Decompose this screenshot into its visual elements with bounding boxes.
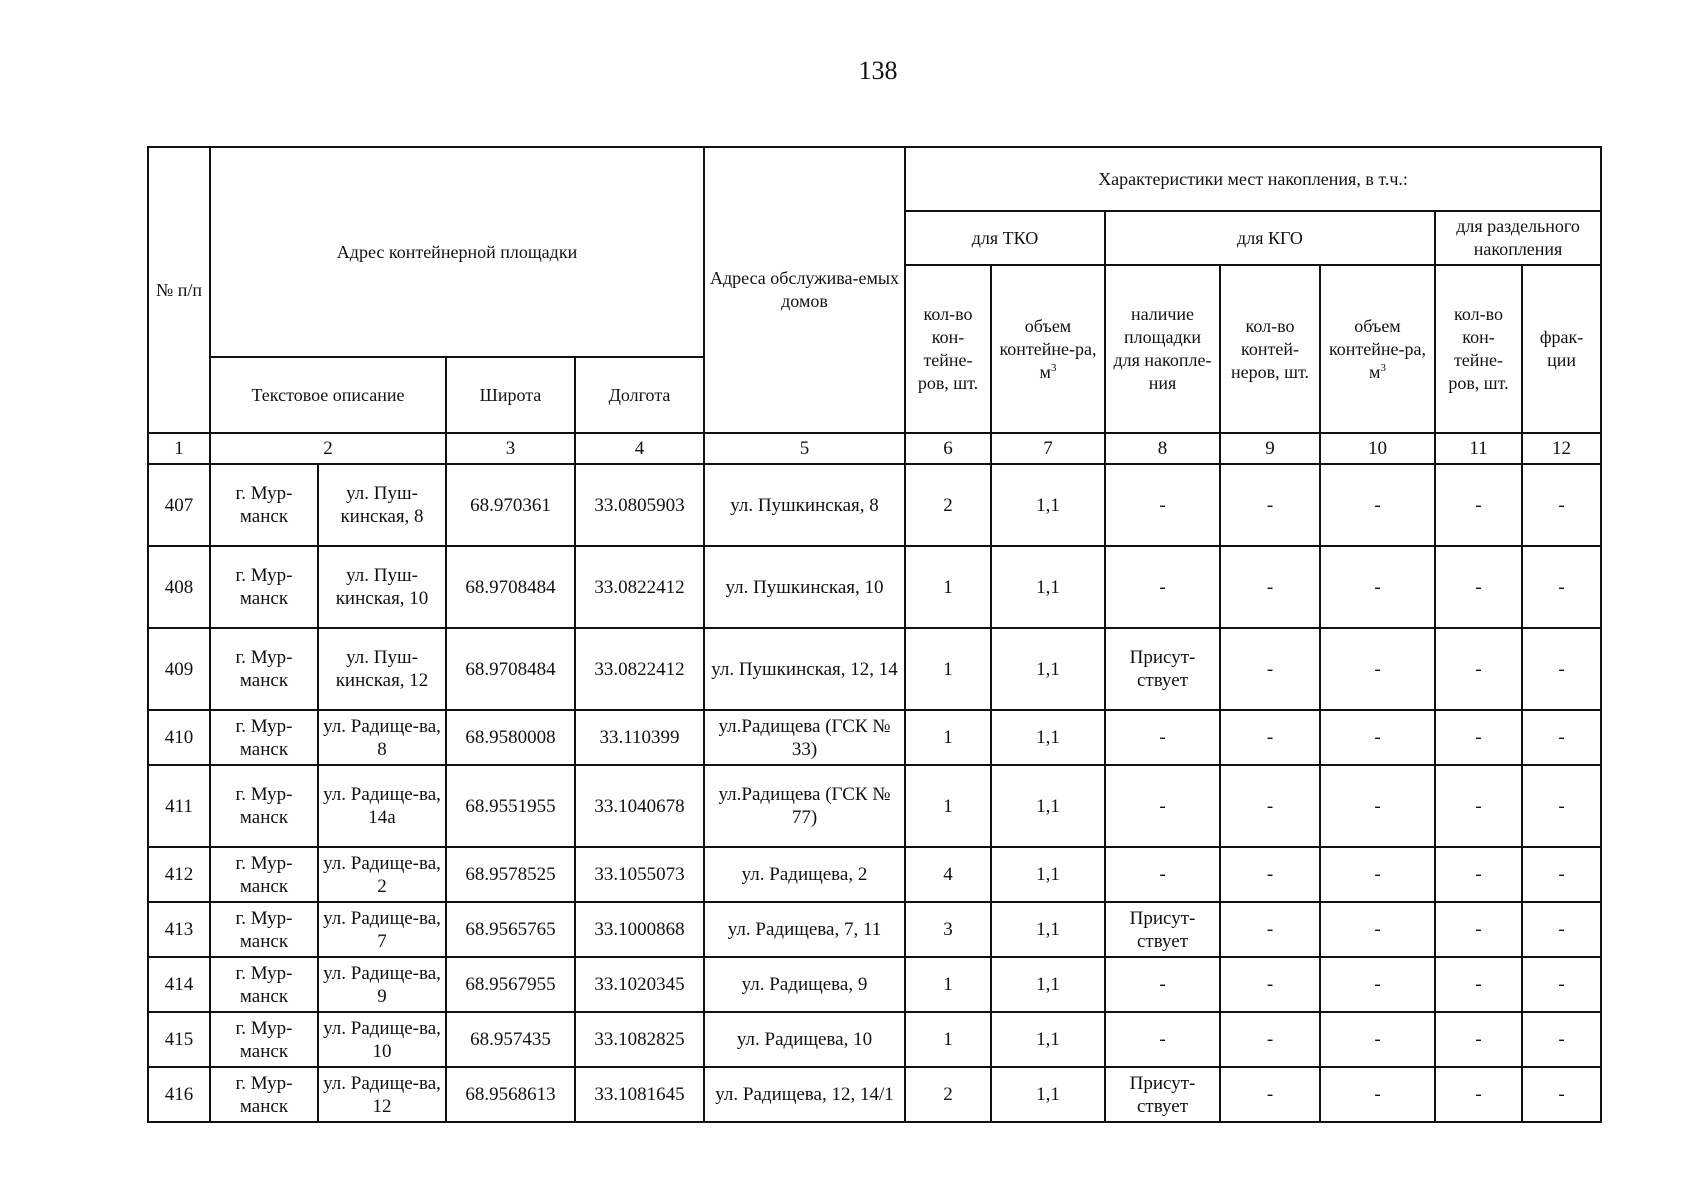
kgo-site-cell: - [1105,1012,1220,1067]
street-cell: ул. Радище-ва, 12 [318,1067,446,1122]
kgo-volume-cell: - [1320,546,1435,628]
header-tko-count-text: кол-во кон-тейне-ров, шт. [917,304,979,393]
sep-fraction-cell: - [1522,546,1601,628]
header-address-group: Адрес контейнерной площадки [210,147,704,357]
street-cell: ул. Радище-ва, 7 [318,902,446,957]
header-tko-volume-text: объем контейне-ра, м [999,315,1097,382]
kgo-site-cell: - [1105,847,1220,902]
header-text-description-text: Текстовое описание [251,384,405,405]
latitude-cell: 68.9565765 [446,902,575,957]
street-cell: ул. Радище-ва, 14а [318,765,446,847]
header-kgo: для КГО [1105,211,1435,265]
kgo-count-cell: - [1220,546,1320,628]
latitude-cell: 68.9708484 [446,546,575,628]
tko-volume-cell: 1,1 [991,710,1105,765]
row-number-cell: 413 [148,902,210,957]
street-cell: ул. Пуш-кинская, 8 [318,464,446,546]
tko-volume-cell: 1,1 [991,902,1105,957]
header-sep-count [1435,265,1522,433]
header-latitude-text: Широта [479,384,542,405]
city-cell: г. Мур-манск [210,464,318,546]
row-number-cell: 407 [148,464,210,546]
longitude-cell: 33.1081645 [575,1067,704,1122]
kgo-count-cell: - [1220,765,1320,847]
street-cell: ул. Радище-ва, 10 [318,1012,446,1067]
tko-count-cell: 2 [905,464,991,546]
city-cell: г. Мур-манск [210,902,318,957]
column-number: 9 [1220,433,1320,464]
kgo-site-cell: - [1105,546,1220,628]
table-row [148,847,1601,902]
tko-count-cell: 1 [905,546,991,628]
street-cell: ул. Пуш-кинская, 10 [318,546,446,628]
row-number-cell: 415 [148,1012,210,1067]
header-sep-count-text: кол-во кон-тейне-ров, шт. [1448,304,1509,393]
longitude-cell: 33.1000868 [575,902,704,957]
latitude-cell: 68.9578525 [446,847,575,902]
tko-volume-cell: 1,1 [991,765,1105,847]
column-number: 7 [991,433,1105,464]
city-cell: г. Мур-манск [210,765,318,847]
kgo-count-cell: - [1220,957,1320,1012]
header-served-houses: Адреса обслужива-емых домов [704,147,905,433]
kgo-volume-cell: - [1320,957,1435,1012]
kgo-volume-cell: - [1320,710,1435,765]
kgo-site-cell: - [1105,957,1220,1012]
header-latitude [446,357,575,433]
kgo-count-cell: - [1220,902,1320,957]
served-houses-cell: ул. Пушкинская, 12, 14 [704,628,905,710]
header-sep-fraction [1522,265,1601,433]
row-number-cell: 411 [148,765,210,847]
tko-volume-cell: 1,1 [991,464,1105,546]
tko-volume-cell: 1,1 [991,546,1105,628]
tko-volume-cell: 1,1 [991,1012,1105,1067]
tko-count-cell: 1 [905,765,991,847]
table-row [148,464,1601,546]
column-number: 4 [575,433,704,464]
sep-fraction-cell: - [1522,1012,1601,1067]
tko-count-cell: 1 [905,957,991,1012]
latitude-cell: 68.9568613 [446,1067,575,1122]
kgo-site-cell: - [1105,710,1220,765]
header-kgo-volume [1320,265,1435,433]
served-houses-cell: ул. Пушкинская, 8 [704,464,905,546]
container-sites-table [147,146,1602,1123]
kgo-site-cell: Присут-ствует [1105,628,1220,710]
table-row [148,1067,1601,1122]
row-number-cell: 414 [148,957,210,1012]
header-tko: для ТКО [905,211,1105,265]
header-tko-count [905,265,991,433]
served-houses-cell: ул. Пушкинская, 10 [704,546,905,628]
longitude-cell: 33.1020345 [575,957,704,1012]
header-longitude [575,357,704,433]
column-number: 10 [1320,433,1435,464]
kgo-site-cell: - [1105,765,1220,847]
tko-volume-cell: 1,1 [991,957,1105,1012]
longitude-cell: 33.1040678 [575,765,704,847]
tko-count-cell: 2 [905,1067,991,1122]
column-number: 1 [148,433,210,464]
column-number: 12 [1522,433,1601,464]
sep-count-cell: - [1435,1067,1522,1122]
kgo-count-cell: - [1220,1012,1320,1067]
tko-count-cell: 1 [905,1012,991,1067]
sep-count-cell: - [1435,710,1522,765]
kgo-count-cell: - [1220,847,1320,902]
sep-fraction-cell: - [1522,847,1601,902]
row-number-cell: 412 [148,847,210,902]
sep-count-cell: - [1435,546,1522,628]
latitude-cell: 68.957435 [446,1012,575,1067]
sep-fraction-cell: - [1522,902,1601,957]
longitude-cell: 33.1082825 [575,1012,704,1067]
tko-count-cell: 3 [905,902,991,957]
served-houses-cell: ул.Радищева (ГСК № 33) [704,710,905,765]
served-houses-cell: ул. Радищева, 7, 11 [704,902,905,957]
latitude-cell: 68.9551955 [446,765,575,847]
sep-fraction-cell: - [1522,710,1601,765]
sep-count-cell: - [1435,1012,1522,1067]
kgo-site-cell: Присут-ствует [1105,1067,1220,1122]
row-number-cell: 409 [148,628,210,710]
tko-volume-cell: 1,1 [991,628,1105,710]
header-longitude-text: Долгота [608,384,671,405]
table-row [148,765,1601,847]
row-number-cell: 410 [148,710,210,765]
longitude-cell: 33.0822412 [575,628,704,710]
latitude-cell: 68.9580008 [446,710,575,765]
column-number: 6 [905,433,991,464]
street-cell: ул. Радище-ва, 9 [318,957,446,1012]
column-number: 3 [446,433,575,464]
city-cell: г. Мур-манск [210,710,318,765]
city-cell: г. Мур-манск [210,957,318,1012]
column-number: 2 [210,433,446,464]
tko-volume-cell: 1,1 [991,847,1105,902]
kgo-volume-cell: - [1320,628,1435,710]
table-row [148,902,1601,957]
header-num: № п/п [148,147,210,433]
page-number: 138 [858,56,898,85]
served-houses-cell: ул. Радищева, 2 [704,847,905,902]
tko-volume-cell: 1,1 [991,1067,1105,1122]
kgo-count-cell: - [1220,628,1320,710]
sep-fraction-cell: - [1522,765,1601,847]
table-row [148,1012,1601,1067]
header-tko-volume [991,265,1105,433]
sep-count-cell: - [1435,847,1522,902]
sep-fraction-cell: - [1522,1067,1601,1122]
street-cell: ул. Радище-ва, 2 [318,847,446,902]
superscript-3: 3 [1050,361,1057,374]
served-houses-cell: ул. Радищева, 9 [704,957,905,1012]
header-kgo-site-text: наличие площадки для накопле-ния [1113,304,1212,393]
kgo-volume-cell: - [1320,847,1435,902]
kgo-volume-cell: - [1320,765,1435,847]
served-houses-cell: ул.Радищева (ГСК № 77) [704,765,905,847]
tko-count-cell: 1 [905,628,991,710]
header-separate: для раздельного накопления [1435,211,1601,265]
longitude-cell: 33.0805903 [575,464,704,546]
served-houses-cell: ул. Радищева, 10 [704,1012,905,1067]
superscript-3: 3 [1380,361,1386,374]
latitude-cell: 68.9567955 [446,957,575,1012]
kgo-volume-cell: - [1320,1067,1435,1122]
table-row [148,957,1601,1012]
sep-fraction-cell: - [1522,628,1601,710]
sep-count-cell: - [1435,765,1522,847]
sep-count-cell: - [1435,902,1522,957]
city-cell: г. Мур-манск [210,847,318,902]
kgo-volume-cell: - [1320,902,1435,957]
city-cell: г. Мур-манск [210,628,318,710]
served-houses-cell: ул. Радищева, 12, 14/1 [704,1067,905,1122]
header-sep-fraction-text: фрак-ции [1539,327,1584,370]
street-cell: ул. Радище-ва, 8 [318,710,446,765]
latitude-cell: 68.9708484 [446,628,575,710]
city-cell: г. Мур-манск [210,546,318,628]
latitude-cell: 68.970361 [446,464,575,546]
kgo-volume-cell: - [1320,1012,1435,1067]
header-kgo-count [1220,265,1320,433]
header-kgo-count-text: кол-во контей-неров, шт. [1231,315,1309,382]
city-cell: г. Мур-манск [210,1067,318,1122]
column-number: 11 [1435,433,1522,464]
header-kgo-volume-text: объем контейне-ра, м [1328,315,1427,382]
table-row [148,628,1601,710]
table-row [148,710,1601,765]
sep-count-cell: - [1435,464,1522,546]
header-characteristics: Характеристики мест накопления, в т.ч.: [905,147,1601,211]
kgo-count-cell: - [1220,710,1320,765]
kgo-count-cell: - [1220,464,1320,546]
kgo-volume-cell: - [1320,464,1435,546]
sep-fraction-cell: - [1522,464,1601,546]
kgo-count-cell: - [1220,1067,1320,1122]
header-text-description [210,357,446,433]
row-number-cell: 416 [148,1067,210,1122]
kgo-site-cell: Присут-ствует [1105,902,1220,957]
row-number-cell: 408 [148,546,210,628]
city-cell: г. Мур-манск [210,1012,318,1067]
sep-fraction-cell: - [1522,957,1601,1012]
header-kgo-site [1105,265,1220,433]
column-number: 8 [1105,433,1220,464]
street-cell: ул. Пуш-кинская, 12 [318,628,446,710]
sep-count-cell: - [1435,628,1522,710]
longitude-cell: 33.0822412 [575,546,704,628]
table-row [148,546,1601,628]
column-number: 5 [704,433,905,464]
kgo-site-cell: - [1105,464,1220,546]
tko-count-cell: 1 [905,710,991,765]
tko-count-cell: 4 [905,847,991,902]
longitude-cell: 33.1055073 [575,847,704,902]
longitude-cell: 33.110399 [575,710,704,765]
sep-count-cell: - [1435,957,1522,1012]
